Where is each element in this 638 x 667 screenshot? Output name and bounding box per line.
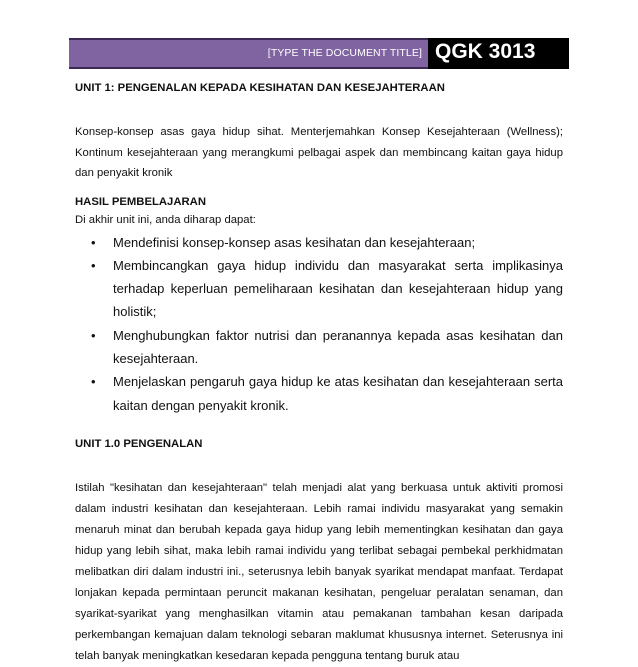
- list-item-text: Mendefinisi konsep-konsep asas kesihatan dan kesejahteraan;: [113, 234, 476, 250]
- unit1-heading: UNIT 1: PENGENALAN KEPADA KESIHATAN DAN KESEJAHTERAAN: [75, 82, 445, 94]
- list-item-text: Menghubungkan faktor nutrisi dan peranannya kepada asas kesihatan dan kesejahteraan.: [113, 327, 563, 366]
- course-code: QGK 3013: [435, 40, 536, 63]
- unit10-body: Istilah "kesihatan dan kesejahteraan" telah menjadi alat yang berkuasa untuk aktiviti promosi dalam industri kesihatan dan kesejahteraan. Lebih ramai individu masyarakat yang semakin menaruh minat dan berubah kepada gaya hidup yang lebih mementingkan kesihatan dan gaya hidup yang lebih sihat, maka lebih ramai individu yang terlibat sebagai pembekal perkhidmatan melibatkan diri dalam industri ini., seterusnya lebih banyak syarikat mendapat manfaat. Terdapat lonjakan kepada permintaan peruncit makanan kesihatan, pengeluar peralatan senaman, dan syarikat-syarikat yang menghasilkan vitamin atau pemakanan tambahan kesan daripada perkembangan kemajuan dalam teknologi sebaran maklumat khususnya internet. Seterusnya ini telah banyak meningkatkan kesedaran kepada pengguna tentang buruk atau: [75, 481, 563, 662]
- header-title-band: [69, 38, 428, 69]
- list-item-text: Menjelaskan pengaruh gaya hidup ke atas kesihatan dan kesejahteraan serta kaitan dengan penyakit kronik.: [113, 374, 563, 413]
- document-title-placeholder[interactable]: [TYPE THE DOCUMENT TITLE]: [267, 47, 422, 59]
- learning-outcomes-list: [75, 231, 563, 417]
- list-item: [75, 324, 563, 371]
- page-header: [69, 38, 569, 69]
- learning-outcomes-subheading: Di akhir unit ini, anda diharap dapat:: [75, 213, 256, 226]
- unit1-intro: Konsep-konsep asas gaya hidup sihat. Menterjemahkan Konsep Kesejahteraan (Wellness); Kontinum kesejahteraan yang merangkumi pelbagai aspek dan membincang kaitan gaya hidup dan penyakit kronik: [75, 126, 563, 179]
- header-code-box: [428, 38, 569, 69]
- bullet-icon: •: [91, 257, 96, 273]
- bullet-icon: •: [91, 374, 96, 390]
- list-item: [75, 370, 563, 417]
- bullet-icon: •: [91, 234, 96, 250]
- document-body: [75, 80, 563, 667]
- learning-outcomes-heading: HASIL PEMBELAJARAN: [75, 195, 206, 208]
- list-item-text: Membincangkan gaya hidup individu dan masyarakat serta implikasinya terhadap keperluan pemeliharaan kesihatan dan kesejahteraan hidup yang holistik;: [113, 257, 563, 320]
- bullet-icon: •: [91, 327, 96, 343]
- list-item: [75, 254, 563, 324]
- list-item: [75, 231, 563, 254]
- unit10-heading: UNIT 1.0 PENGENALAN: [75, 437, 203, 450]
